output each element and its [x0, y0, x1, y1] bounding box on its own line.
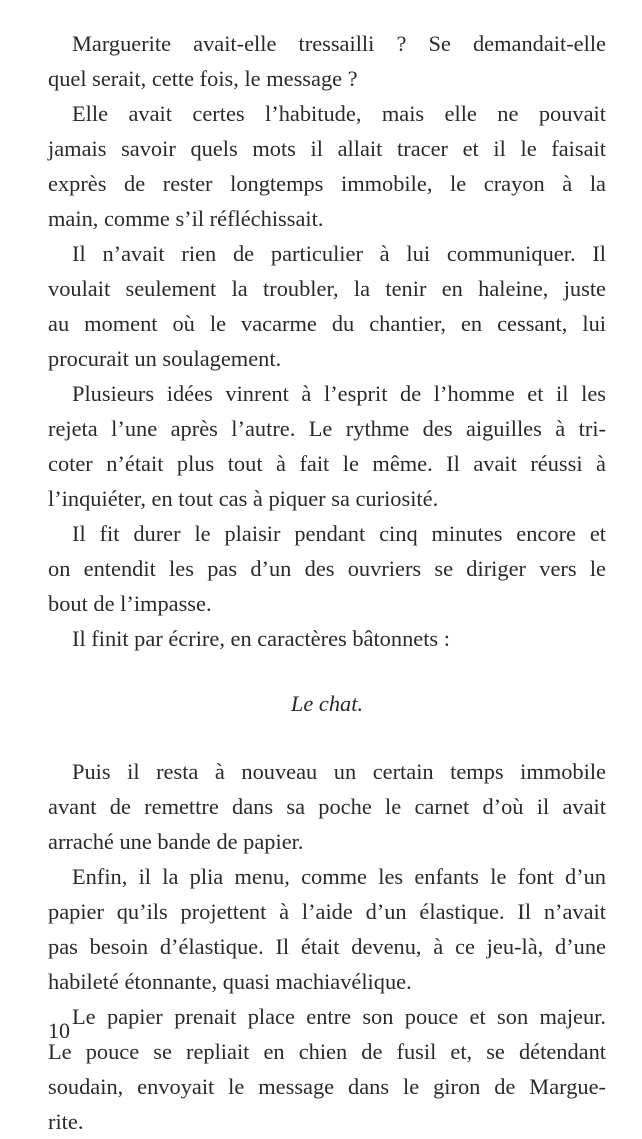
- text-line: rejeta l’une après l’autre. Le rythme des aiguilles à tri-: [48, 416, 606, 441]
- text-line: main, comme s’il réfléchissait.: [48, 206, 324, 231]
- text-line: habileté étonnante, quasi machiavélique.: [48, 969, 412, 994]
- text-line: jamais savoir quels mots il allait tracer et il le faisait: [48, 136, 606, 161]
- paragraph: [48, 754, 606, 859]
- text-line: Il fit durer le plaisir pendant cinq minutes encore et: [72, 521, 606, 546]
- text-block-after-quote: [48, 754, 606, 1139]
- text-line: arraché une bande de papier.: [48, 829, 304, 854]
- text-line: Le papier prenait place entre son pouce et son majeur.: [72, 1004, 606, 1029]
- text-line: exprès de rester longtemps immobile, le crayon à la: [48, 171, 606, 196]
- text-line: pas besoin d’élastique. Il était devenu, à ce jeu-là, d’une: [48, 934, 606, 959]
- text-line: papier qu’ils projettent à l’aide d’un élastique. Il n’avait: [48, 899, 606, 924]
- text-line: Il finit par écrire, en caractères bâtonnets :: [72, 626, 450, 651]
- paragraph: [48, 999, 606, 1139]
- text-line: avant de remettre dans sa poche le carnet d’où il avait: [48, 794, 606, 819]
- text-line: l’inquiéter, en tout cas à piquer sa curiosité.: [48, 486, 439, 511]
- paragraph: [48, 859, 606, 999]
- text-line: bout de l’impasse.: [48, 591, 212, 616]
- text-line: Il n’avait rien de particulier à lui communiquer. Il: [72, 241, 606, 266]
- spacer: [48, 656, 606, 686]
- text-line: quel serait, cette fois, le message ?: [48, 66, 358, 91]
- text-line: Marguerite avait-elle tressailli ? Se demandait-elle: [72, 31, 606, 56]
- spacer: [48, 721, 606, 754]
- text-line: voulait seulement la troubler, la tenir en haleine, juste: [48, 276, 606, 301]
- text-line: au moment où le vacarme du chantier, en cessant, lui: [48, 311, 606, 336]
- paragraph: [48, 516, 606, 621]
- text-line: rite.: [48, 1109, 84, 1134]
- text-block-before-quote: [48, 26, 606, 656]
- page-number: 10: [48, 1018, 70, 1043]
- quoted-message: Le chat.: [290, 691, 364, 716]
- text-line: on entendit les pas d’un des ouvriers se diriger vers le: [48, 556, 606, 581]
- text-line: coter n’était plus tout à fait le même. Il avait réussi à: [48, 451, 606, 476]
- text-line: soudain, envoyait le message dans le giron de Margue-: [48, 1074, 606, 1099]
- text-line: Elle avait certes l’habitude, mais elle ne pouvait: [72, 101, 606, 126]
- text-line: procurait un soulagement.: [48, 346, 282, 371]
- text-line: Le pouce se repliait en chien de fusil et, se détendant: [48, 1039, 606, 1064]
- page-body: [48, 26, 606, 1139]
- paragraph: [48, 236, 606, 376]
- paragraph: [48, 96, 606, 236]
- text-line: Enfin, il la plia menu, comme les enfants le font d’un: [72, 864, 606, 889]
- paragraph: [48, 376, 606, 516]
- text-line: Plusieurs idées vinrent à l’esprit de l’homme et il les: [72, 381, 606, 406]
- text-line: Puis il resta à nouveau un certain temps immobile: [72, 759, 606, 784]
- paragraph: [48, 621, 606, 656]
- paragraph: [48, 26, 606, 96]
